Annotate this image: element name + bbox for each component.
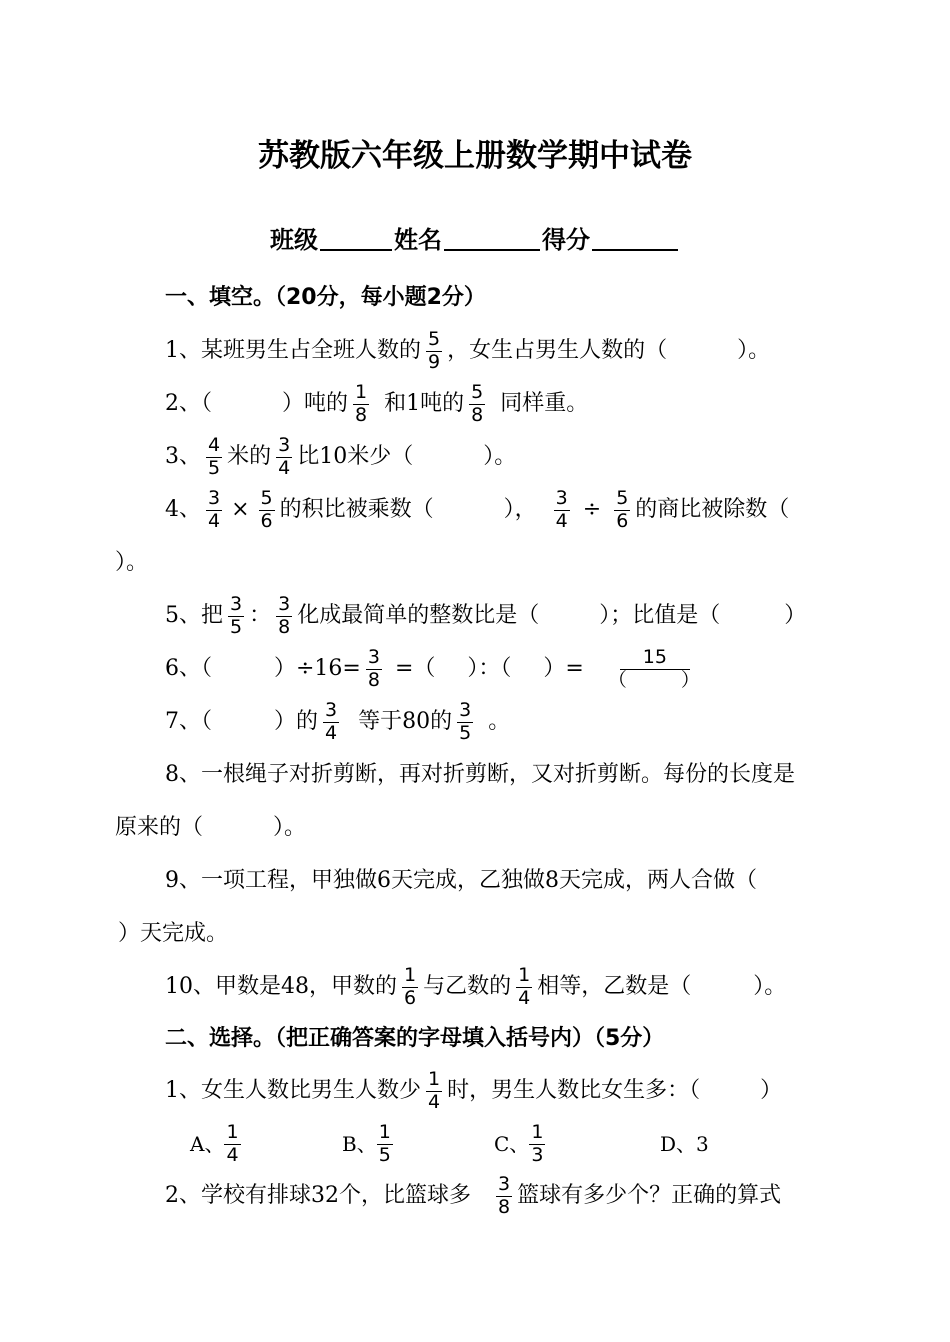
question-2-2 — [0, 1170, 950, 1222]
option-d[interactable]: D、3 — [660, 1132, 709, 1156]
q-text: ）天完成。 — [118, 921, 229, 946]
fraction: $\frac{1}{4}$ — [518, 963, 531, 1009]
fraction: $\frac{3}{4}$ — [555, 486, 568, 532]
q-text: 1、女生人数比男生人数少 — [165, 1078, 421, 1103]
q-text: 6、（ — [165, 656, 212, 681]
q-text: 2、（ — [165, 391, 212, 416]
section2-heading-text: 二、选择。（把正确答案的字母填入括号内）（5分） — [165, 1026, 665, 1051]
q-text: ）。 — [273, 815, 307, 840]
q-text: 篮球有多少个？正确的算式 — [517, 1183, 782, 1208]
question-1-4 — [0, 484, 950, 536]
class-label: 班级 — [270, 226, 318, 254]
question-1-7 — [0, 696, 950, 748]
question-1-10 — [0, 961, 950, 1013]
fraction: $\frac{3}{4}$ — [208, 486, 221, 532]
question-1-6 — [0, 643, 950, 695]
option-c[interactable]: C、 $\frac{1}{3}$ — [494, 1120, 544, 1166]
q-text: 米的 — [227, 444, 272, 469]
question-1-2 — [0, 378, 950, 430]
fraction: $\frac{5}{6}$ — [260, 486, 273, 532]
q-text: ）÷16= — [274, 656, 361, 681]
class-blank[interactable] — [320, 248, 392, 251]
fraction: $\frac{3}{8}$ — [498, 1172, 511, 1218]
q-text: 9、一项工程，甲独做6天完成，乙独做8天完成，两人合做（ — [165, 868, 757, 893]
q-text: 相等，乙数是（ — [537, 974, 692, 999]
q-text: 3、 — [165, 444, 201, 469]
q-text: 时，男生人数比女生多：（ — [447, 1078, 701, 1103]
q-text: 10、甲数是48，甲数的 — [165, 974, 397, 999]
q-text: 2、学校有排球32个，比篮球多 — [165, 1183, 471, 1208]
section1-heading — [0, 272, 950, 324]
q-text: ）， — [503, 497, 537, 522]
question-1-4-cont — [0, 537, 950, 589]
fraction: $\frac{4}{5}$ — [208, 433, 221, 479]
score-label: 得分 — [542, 226, 590, 254]
name-blank[interactable] — [444, 248, 540, 251]
question-2-1-options — [0, 1118, 950, 1170]
q-text: 和1吨的 — [384, 391, 465, 416]
ratio-colon: ： — [249, 603, 272, 628]
q-text: 原来的（ — [115, 815, 204, 840]
fraction: $\frac{5}{8}$ — [471, 380, 484, 426]
q-text: 8、一根绳子对折剪断，再对折剪断，又对折剪断。每份的长度是 — [165, 762, 795, 787]
section2-heading — [0, 1013, 950, 1065]
question-2-1 — [0, 1065, 950, 1117]
option-b[interactable]: B、 $\frac{1}{5}$ — [342, 1120, 391, 1166]
fraction: $\frac{5}{9}$ — [428, 327, 441, 373]
q-text: 7、（ — [165, 709, 212, 734]
question-1-8 — [0, 749, 950, 801]
section1-heading-text: 一、填空。（20分，每小题2分） — [165, 285, 486, 310]
q-text: ，女生占男生人数的（ — [447, 338, 668, 363]
q-text: ）。 — [753, 974, 787, 999]
q-text: 的商比被除数（ — [635, 497, 790, 522]
question-1-9-cont — [0, 908, 950, 960]
q-text: 的积比被乘数（ — [279, 497, 434, 522]
question-1-1 — [0, 325, 950, 377]
q-text: ） — [784, 603, 807, 628]
fraction: $\frac{1}{4}$ — [428, 1067, 441, 1113]
fraction: $\frac{1}{6}$ — [404, 963, 417, 1009]
fraction: $\frac{3}{4}$ — [278, 433, 291, 479]
q-text: 4、 — [165, 497, 201, 522]
fraction: $\frac{5}{6}$ — [616, 486, 629, 532]
option-a[interactable]: A、 $\frac{1}{4}$ — [190, 1120, 239, 1166]
fraction: $\frac{3}{8}$ — [278, 592, 291, 638]
q-text: 等于80的 — [358, 709, 453, 734]
fraction: $\frac{1}{8}$ — [355, 380, 368, 426]
fraction: $\frac{3}{5}$ — [459, 698, 472, 744]
q-text: 与乙数的 — [423, 974, 512, 999]
question-1-8-cont — [0, 802, 950, 854]
question-1-5 — [0, 590, 950, 642]
q-text: ）：（ — [467, 656, 512, 681]
fraction: $\frac{3}{8}$ — [367, 645, 380, 691]
q-text: ）。 — [115, 550, 149, 575]
question-1-9 — [0, 855, 950, 907]
q-text: 化成最简单的整数比是（ — [297, 603, 540, 628]
page-title: 苏教版六年级上册数学期中试卷 — [258, 138, 692, 174]
student-info-line — [0, 220, 950, 255]
q-text: ）。 — [737, 338, 771, 363]
question-1-3 — [0, 431, 950, 483]
q-text: ） — [760, 1078, 783, 1103]
divide-sign: ÷ — [582, 497, 602, 522]
fraction: $\frac{3}{5}$ — [230, 592, 243, 638]
q-text: =（ — [394, 656, 436, 681]
q-text: 同样重。 — [500, 391, 589, 416]
fraction: $\frac{3}{4}$ — [325, 698, 338, 744]
q-text: ）；比值是（ — [599, 603, 721, 628]
score-blank[interactable] — [592, 248, 678, 251]
q-text: ）吨的 — [282, 391, 349, 416]
q-text: ）的 — [274, 709, 319, 734]
q-text: ）。 — [483, 444, 517, 469]
times-sign: × — [231, 497, 250, 522]
q-text: 1、某班男生占全班人数的 — [165, 338, 421, 363]
q-text: ）= — [543, 656, 584, 681]
q-text: 5、把 — [165, 603, 223, 628]
fraction: $\frac{15}{( )}$ — [607, 645, 724, 691]
q-text: 比10米少（ — [297, 444, 414, 469]
q-text: 。 — [488, 709, 511, 734]
name-label: 姓名 — [394, 226, 442, 254]
